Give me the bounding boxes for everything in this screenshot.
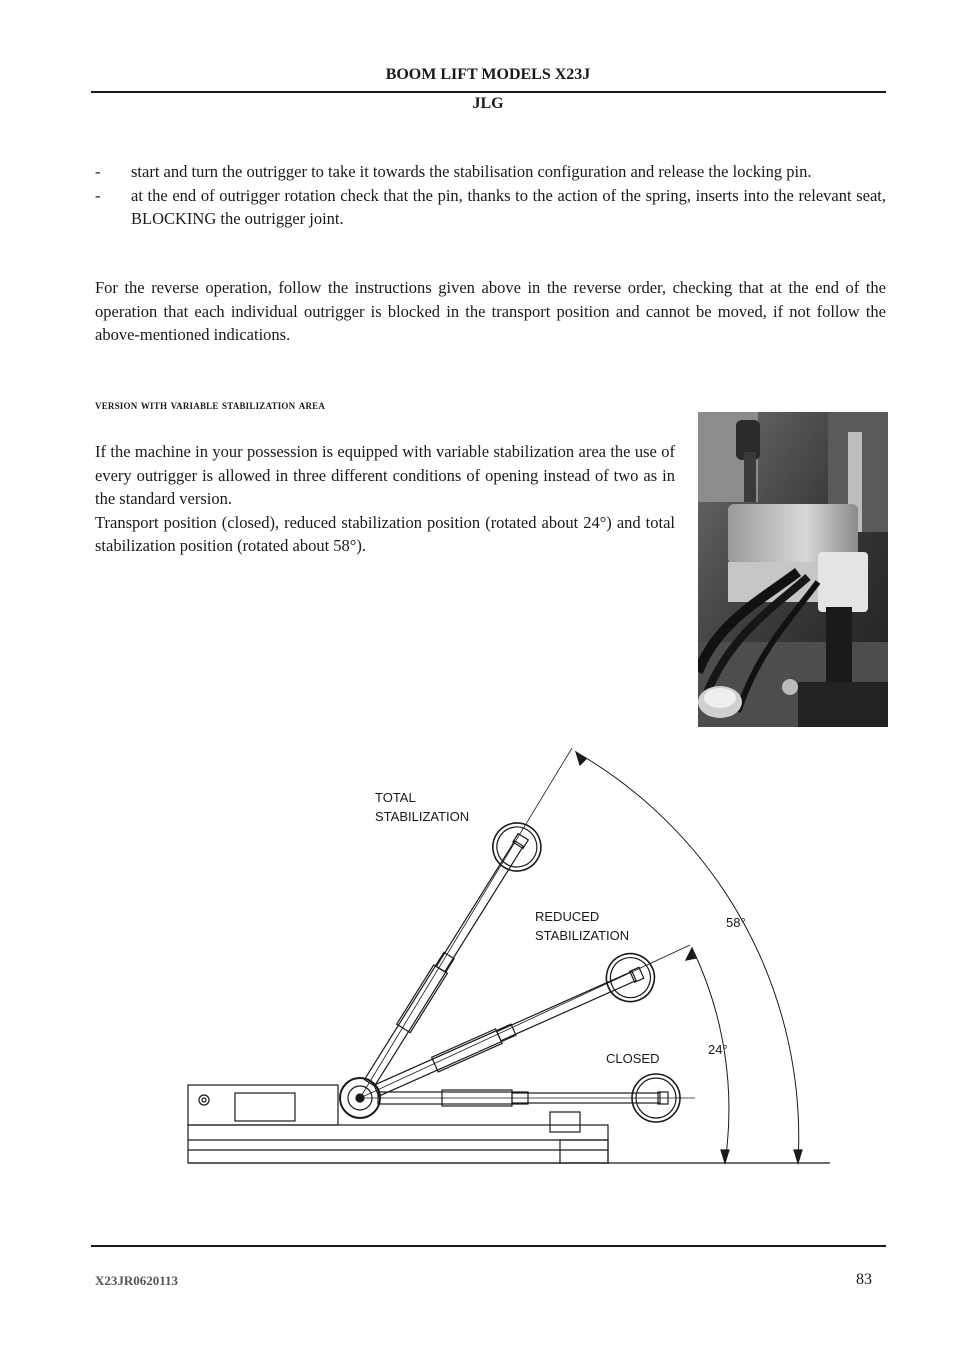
label-total: TOTAL (375, 790, 416, 805)
bullet-dash: - (95, 162, 101, 181)
page-number: 83 (856, 1271, 872, 1288)
reduced-arm (367, 946, 662, 1113)
bullet-dash: - (95, 185, 101, 205)
header-subtitle: JLG (472, 95, 504, 112)
header-rule (91, 91, 886, 93)
list-item (95, 160, 886, 184)
label-reduced: REDUCED (535, 909, 600, 924)
section-heading: version with variable stabilization area (95, 397, 326, 412)
bullet-list (95, 160, 886, 231)
outrigger-positions-diagram (180, 740, 840, 1170)
label-total-2: STABILIZATION (375, 809, 470, 824)
document-code: X23JR0620113 (95, 1273, 179, 1288)
label-closed: CLOSED (606, 1051, 660, 1066)
section-paragraph: If the machine in your possession is equipped with variable stabilization area the use of every outrigger is allowed in three different conditions of opening instead of two as in the standard version. (95, 442, 675, 508)
list-item (95, 184, 886, 231)
header-title: BOOM LIFT MODELS X23J (385, 66, 591, 83)
angle-24-label: 24° (708, 1042, 728, 1057)
bullet-text: start and turn the outrigger to take it towards the stabilisation configuration and release the locking pin. (131, 162, 812, 181)
total-arm (349, 814, 550, 1096)
bullet-text: at the end of outrigger rotation check that the pin, thanks to the action of the spring, inserts into the relevant seat, BLOCKING the outrigger joint. (131, 185, 886, 228)
chassis-frame (188, 1125, 608, 1163)
reverse-operation-paragraph: For the reverse operation, follow the instructions given above in the reverse order, checking that at the end of the operation that each individual outrigger is blocked in the transport position and cannot be moved, if not follow the above-mentioned indications. (95, 278, 886, 344)
angle-58-label: 58° (726, 915, 746, 930)
label-reduced-2: STABILIZATION (535, 928, 630, 943)
section-body (95, 440, 675, 558)
footer-rule (91, 1245, 886, 1247)
chassis-body (188, 1085, 338, 1125)
outrigger-sensor-photo (698, 412, 888, 727)
section-paragraph: Transport position (closed), reduced stabilization position (rotated about 24°) and total stabilization position (rotated about 58°). (95, 512, 675, 555)
